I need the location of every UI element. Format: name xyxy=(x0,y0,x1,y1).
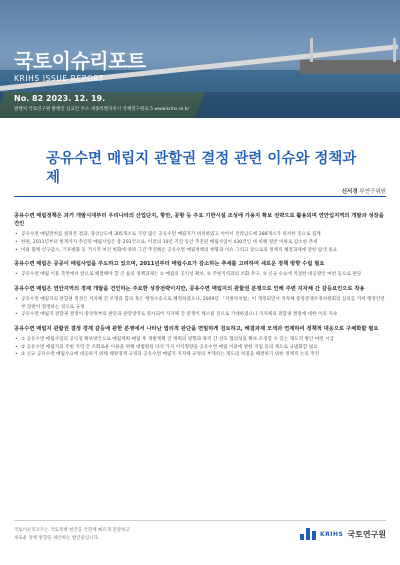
bullet-item: • ② 공유수면 매립지의 주변 지역 간 조화로운 이용을 위해 대법원의 다섯 가지 이익형량을 공유수면 매립 이용에 관한 지침 등의 제도로 규범화할 필요 xyxy=(14,344,386,352)
footer-line: 국토이슈리포트는 국토정책 현안을 국민께 빠르게 전달하고 xyxy=(14,528,130,533)
bullet-item: • ③ 신규 공유수면 매립수요에 대응하기 위해 해양경계 규정과 공유수면 매립지 지자체 규정의 부재라는 제도의 허점을 해결하기 위한 정책적 논의 추진 xyxy=(14,351,386,359)
cover-port xyxy=(300,60,400,74)
summary-section xyxy=(14,260,386,279)
author-role: 부연구위원 xyxy=(359,189,386,195)
author-name: 신서경 xyxy=(341,189,358,195)
report-series-title: 국토이슈리포트 xyxy=(14,49,146,73)
section-lead: 공유수면 매립은 공공이 매립사업을 주도하고 있으며, 2011년부터 매립수요가 감소하는 추세를 고려하여 새로운 정책 방향 수립 필요 xyxy=(14,261,325,268)
footer-divider xyxy=(14,520,386,521)
summary-section xyxy=(14,285,386,319)
masthead xyxy=(14,50,146,83)
bullet-item: • 이와 함께 인구감소, 기후변화 등 거시적 여건 변화에 따라 그간 추진해온 공유수면 매립정책의 현황과 이슈 그리고 앞으로의 정책적 해결과제에 관한 탐색 필요 xyxy=(14,247,386,255)
bullet-item: • 공유수면 매립 이용 측면에서 앞으로 해결해야 할 큰 틀의 정책과제는 ① 매립의 공익성 확보, ② 주변지역과의 조화 추구, ③ 신규 수요에 적절한 대응방안 마련 등으로 판단 xyxy=(14,271,386,279)
article-title: 공유수면 매립지 관할권 결정 관련 이슈와 정책과제 xyxy=(46,151,357,186)
bullet-item: • 공유수면 매립지 관할권 결정이 중앙정부의 판단과 관장영역로 명시되어 지자체 간 분쟁이 해소될 것으로 기대하였으나 지자체의 관할권 결정에 대한 이의 지속 xyxy=(14,311,386,319)
footer-note xyxy=(14,527,254,543)
cover-cranes xyxy=(310,38,396,62)
summary-section xyxy=(14,325,386,359)
bullet-item: • 공유수면 매립면허를 살펴본 결과, 경상남도에 305개소로 가장 많은 공유수면 매립지가 위치하였고 이어서 전라남도에 288개소가 위치한 것으로 집계 xyxy=(14,231,386,239)
footer-line: 새로운 정책 방향을 제안하는 발간물입니다. xyxy=(14,536,100,541)
bullet-item: • ① 공유수면 매립사업의 공익성 확보방안으로 매립계획-매립 후 개발계획 간 계획의 방향과 목적 간 상호 협의성을 확보·조정할 수 있는 제도적 방안 마련 시급 xyxy=(14,336,386,344)
author xyxy=(342,187,386,195)
logo-ko-text: 국토연구원 xyxy=(347,529,386,539)
bullet-item: • 한편, 2011년부터 현재까지 추진된 매립사업은 총 201건으로, 이전의 10년 기간 동안 추진된 매립사업이 430건인 데 비해 절반 이하로 감소한 추세 xyxy=(14,239,386,247)
report-series-subtitle: KRIHS ISSUE REPORT xyxy=(14,74,104,83)
krihs-logo xyxy=(300,528,386,540)
title-divider xyxy=(14,196,386,197)
issue-number: No. 82 2023. 12. 19. xyxy=(14,94,106,103)
section-lead: 공유수면 매립정책은 과거 개발시대부터 우리나라의 산업단지, 항만, 공항 등 주요 기반시설 조성에 가용지 확보 전략으로 활용되며 연안입지역의 개발과 성장을 견인 xyxy=(14,213,384,228)
section-lead: 공유수면 매립은 연안지역의 경제 개발을 견인하는 주요한 성장전략이지만, 공유수면 매립지의 관할권 분쟁으로 인해 주변 지자체 간 갈등요인으로 작용 xyxy=(14,285,365,292)
section-lead: 공유수면 매립지 관할권 결정 경계 갈등에 관한 분쟁에서 나타난 법리적 판단을 면밀하게 검토하고, 해결과제 모색과 연계하여 정책적 대응으로 구체화할 필요 xyxy=(14,325,379,332)
bullet-item: • 공유수면 매립지의 관할권 결정은 지자체 간 조정과 합의 혹은 행정소송으로 해결하였으나, 2009년 「지방자치법」이 개정되면서 지자체 중앙분쟁조정위원회의 심의를 거쳐 행정안전부 장관이 결정하는 것으로 규정 xyxy=(14,296,386,311)
krihs-logo-icon xyxy=(300,528,316,540)
logo-en-text: KRIHS xyxy=(320,530,344,538)
summary-body xyxy=(14,212,386,365)
publisher-meta: 발행처 국토연구원 발행인 심교언 주소 세종특별자치시 국책연구원로 5 www.krihs.re.kr xyxy=(14,107,190,112)
summary-section xyxy=(14,212,386,254)
